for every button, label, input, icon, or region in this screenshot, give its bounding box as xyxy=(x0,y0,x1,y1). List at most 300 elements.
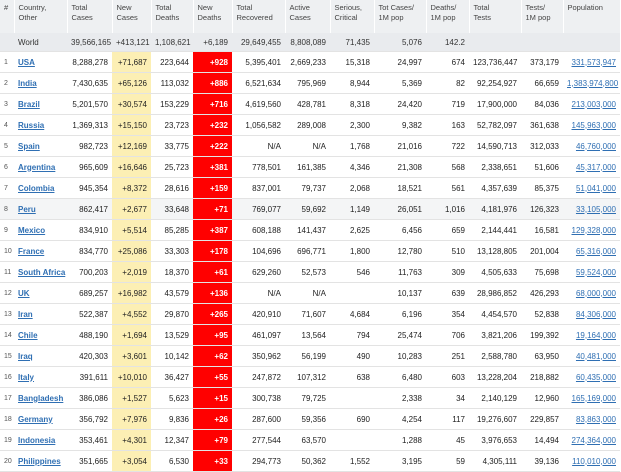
cell-rank: 15 xyxy=(0,346,14,367)
cell-active-cases: 79,725 xyxy=(285,388,330,409)
column-header-total-tests[interactable] xyxy=(469,0,521,33)
cell-total-recovered: 608,188 xyxy=(232,220,285,241)
cell-deaths-per-1m: 1,016 xyxy=(426,199,469,220)
cell-total-cases: 353,461 xyxy=(67,430,112,451)
cell-active-cases: 52,573 xyxy=(285,262,330,283)
cell-tot-cases-per-1m: 2,338 xyxy=(374,388,426,409)
population-link[interactable]: 33,105,000 xyxy=(575,204,616,214)
table-row xyxy=(0,304,620,325)
cell-active-cases: 59,356 xyxy=(285,409,330,430)
column-header-line: Total xyxy=(473,3,490,12)
cell-new-deaths: +26 xyxy=(193,409,232,430)
country-link[interactable]: Bangladesh xyxy=(18,393,64,403)
cell-total-tests: 4,357,639 xyxy=(469,178,521,199)
cell-serious-critical xyxy=(330,283,374,304)
country-link[interactable]: Brazil xyxy=(18,99,40,109)
table-row xyxy=(0,52,620,73)
column-header-new-deaths[interactable] xyxy=(193,0,232,33)
population-link[interactable]: 129,328,000 xyxy=(571,225,616,235)
cell-total-tests: 92,254,927 xyxy=(469,73,521,94)
population-link[interactable]: 60,435,000 xyxy=(575,372,616,382)
cell-total-deaths: 33,648 xyxy=(151,199,193,220)
column-header-line: Deaths xyxy=(197,13,222,22)
column-header-line: Deaths xyxy=(155,13,180,22)
cell-tests-per-1m: 229,857 xyxy=(521,409,563,430)
cell-tests-per-1m: 126,323 xyxy=(521,199,563,220)
table-row xyxy=(0,451,620,472)
cell-deaths-per-1m: 45 xyxy=(426,430,469,451)
table-row xyxy=(0,430,620,451)
cell-new-cases: +25,086 xyxy=(112,241,151,262)
population-link[interactable]: 83,863,000 xyxy=(575,414,616,424)
column-header-line: Active xyxy=(289,3,310,12)
column-header-line: Cases xyxy=(71,13,93,22)
population-link[interactable]: 274,364,000 xyxy=(571,435,616,445)
column-header-active-cases[interactable] xyxy=(285,0,330,33)
cell-country xyxy=(14,346,67,367)
column-header-serious-critical[interactable] xyxy=(330,0,374,33)
cell-active-cases: 8,808,089 xyxy=(285,33,330,52)
cell-active-cases: 63,570 xyxy=(285,430,330,451)
population-link[interactable]: 45,317,000 xyxy=(575,162,616,172)
cell-total-deaths: 6,530 xyxy=(151,451,193,472)
population-link[interactable]: 51,041,000 xyxy=(575,183,616,193)
cell-serious-critical: 546 xyxy=(330,262,374,283)
cell-tot-cases-per-1m: 6,196 xyxy=(374,304,426,325)
country-link[interactable]: Colombia xyxy=(18,183,55,193)
population-link[interactable]: 84,306,000 xyxy=(575,309,616,319)
cell-active-cases: N/A xyxy=(285,136,330,157)
population-link[interactable]: 19,164,000 xyxy=(575,330,616,340)
cell-total-deaths: 5,623 xyxy=(151,388,193,409)
population-link[interactable]: 110,010,000 xyxy=(572,456,616,466)
cell-total-deaths: 23,723 xyxy=(151,115,193,136)
cell-total-recovered: N/A xyxy=(232,283,285,304)
population-link[interactable]: 213,003,000 xyxy=(571,99,616,109)
cell-tests-per-1m: 66,659 xyxy=(521,73,563,94)
table-row xyxy=(0,115,620,136)
cell-total-deaths: 29,870 xyxy=(151,304,193,325)
column-header-deaths-per-1m[interactable] xyxy=(426,0,469,33)
cell-new-deaths: +62 xyxy=(193,346,232,367)
cell-tests-per-1m: 426,293 xyxy=(521,283,563,304)
column-header-total-deaths[interactable] xyxy=(151,0,193,33)
cell-tests-per-1m: 373,179 xyxy=(521,52,563,73)
country-link[interactable]: Indonesia xyxy=(18,435,56,445)
cell-tot-cases-per-1m: 10,283 xyxy=(374,346,426,367)
cell-population xyxy=(563,220,620,241)
cell-new-deaths: +95 xyxy=(193,325,232,346)
cell-total-cases: 522,387 xyxy=(67,304,112,325)
cell-active-cases: 2,669,233 xyxy=(285,52,330,73)
cell-serious-critical: 794 xyxy=(330,325,374,346)
cell-country xyxy=(14,430,67,451)
column-header-line: New xyxy=(197,3,213,12)
cell-serious-critical: 638 xyxy=(330,367,374,388)
cell-total-cases: 5,201,570 xyxy=(67,94,112,115)
cell-tot-cases-per-1m: 5,369 xyxy=(374,73,426,94)
cell-total-tests: 4,454,570 xyxy=(469,304,521,325)
population-link[interactable]: 68,000,000 xyxy=(575,288,616,298)
column-header-new-cases[interactable] xyxy=(112,0,151,33)
cell-serious-critical: 2,300 xyxy=(330,115,374,136)
cell-new-cases: +65,126 xyxy=(112,73,151,94)
cell-rank: 12 xyxy=(0,283,14,304)
cell-population xyxy=(563,304,620,325)
population-link[interactable]: 46,760,000 xyxy=(575,141,616,151)
cell-total-recovered: 837,001 xyxy=(232,178,285,199)
country-link[interactable]: Germany xyxy=(18,414,53,424)
cell-total-deaths: 223,644 xyxy=(151,52,193,73)
cell-new-cases: +3,601 xyxy=(112,346,151,367)
cell-total-cases: 689,257 xyxy=(67,283,112,304)
cell-total-tests: 13,228,204 xyxy=(469,367,521,388)
cell-country xyxy=(14,451,67,472)
cell-country xyxy=(14,199,67,220)
column-header-tests-per-1m[interactable] xyxy=(521,0,563,33)
cell-total-deaths: 1,108,621 xyxy=(151,33,193,52)
column-header-rank[interactable] xyxy=(0,0,14,33)
cell-active-cases: 795,969 xyxy=(285,73,330,94)
cell-new-cases: +15,150 xyxy=(112,115,151,136)
cell-new-cases: +8,372 xyxy=(112,178,151,199)
cell-population xyxy=(563,52,620,73)
cell-new-cases: +5,514 xyxy=(112,220,151,241)
column-header-line: 1M pop xyxy=(525,13,551,22)
cell-country: World xyxy=(14,33,67,52)
country-link[interactable]: Russia xyxy=(18,120,45,130)
cell-tot-cases-per-1m: 21,308 xyxy=(374,157,426,178)
cell-country xyxy=(14,241,67,262)
cell-rank: 6 xyxy=(0,157,14,178)
cell-tot-cases-per-1m: 25,474 xyxy=(374,325,426,346)
cell-population xyxy=(563,325,620,346)
cell-total-tests: 14,590,713 xyxy=(469,136,521,157)
cell-tot-cases-per-1m: 4,254 xyxy=(374,409,426,430)
country-link[interactable]: Italy xyxy=(18,372,35,382)
cell-tests-per-1m: 39,136 xyxy=(521,451,563,472)
population-link[interactable]: 40,481,000 xyxy=(575,351,616,361)
cell-total-cases: 386,086 xyxy=(67,388,112,409)
cell-total-recovered: 287,600 xyxy=(232,409,285,430)
cell-population xyxy=(563,283,620,304)
population-link[interactable]: 165,169,000 xyxy=(571,393,616,403)
country-link[interactable]: India xyxy=(18,78,37,88)
cell-tests-per-1m xyxy=(521,33,563,52)
cell-tests-per-1m: 63,950 xyxy=(521,346,563,367)
cell-rank: 16 xyxy=(0,367,14,388)
cell-total-tests: 2,144,441 xyxy=(469,220,521,241)
cell-total-cases: 391,611 xyxy=(67,367,112,388)
cell-total-cases: 39,566,165 xyxy=(67,33,112,52)
cell-total-recovered: 461,097 xyxy=(232,325,285,346)
cell-rank xyxy=(0,33,14,52)
column-header-tot-cases-per-1m[interactable] xyxy=(374,0,426,33)
cell-serious-critical: 4,684 xyxy=(330,304,374,325)
cell-total-recovered: 350,962 xyxy=(232,346,285,367)
cell-total-deaths: 153,229 xyxy=(151,94,193,115)
cell-total-cases: 945,354 xyxy=(67,178,112,199)
country-link[interactable]: Iraq xyxy=(18,351,33,361)
cell-tot-cases-per-1m: 6,456 xyxy=(374,220,426,241)
cell-serious-critical: 15,318 xyxy=(330,52,374,73)
cell-new-deaths: +265 xyxy=(193,304,232,325)
cell-tests-per-1m: 12,960 xyxy=(521,388,563,409)
cell-total-recovered: N/A xyxy=(232,136,285,157)
cell-rank: 10 xyxy=(0,241,14,262)
cell-rank: 11 xyxy=(0,262,14,283)
cell-active-cases: 13,564 xyxy=(285,325,330,346)
cell-total-tests: 4,181,976 xyxy=(469,199,521,220)
population-link[interactable]: 145,963,000 xyxy=(571,120,616,130)
cell-deaths-per-1m: 722 xyxy=(426,136,469,157)
cell-tot-cases-per-1m: 3,195 xyxy=(374,451,426,472)
cell-deaths-per-1m: 510 xyxy=(426,241,469,262)
table-row xyxy=(0,241,620,262)
cell-new-deaths: +15 xyxy=(193,388,232,409)
cell-tot-cases-per-1m: 26,051 xyxy=(374,199,426,220)
column-header-line: Tests/ xyxy=(525,3,546,12)
country-link[interactable]: France xyxy=(18,246,45,256)
cell-total-recovered: 5,395,401 xyxy=(232,52,285,73)
cell-tests-per-1m: 51,606 xyxy=(521,157,563,178)
cell-population xyxy=(563,451,620,472)
cell-country xyxy=(14,304,67,325)
cell-tests-per-1m: 312,033 xyxy=(521,136,563,157)
cell-total-cases: 488,190 xyxy=(67,325,112,346)
table-row xyxy=(0,325,620,346)
cell-tot-cases-per-1m: 1,288 xyxy=(374,430,426,451)
cell-tot-cases-per-1m: 11,763 xyxy=(374,262,426,283)
cell-country xyxy=(14,367,67,388)
cell-serious-critical xyxy=(330,388,374,409)
column-header-line: New xyxy=(116,3,132,12)
cell-population xyxy=(563,346,620,367)
cell-total-tests xyxy=(469,33,521,52)
cell-total-tests: 123,736,447 xyxy=(469,52,521,73)
cell-total-deaths: 85,285 xyxy=(151,220,193,241)
cell-new-deaths: +55 xyxy=(193,367,232,388)
cell-new-deaths: +6,189 xyxy=(193,33,232,52)
cell-total-tests: 3,821,206 xyxy=(469,325,521,346)
table-row xyxy=(0,262,620,283)
cell-tot-cases-per-1m: 5,076 xyxy=(374,33,426,52)
cell-deaths-per-1m: 603 xyxy=(426,367,469,388)
column-header-line: Other xyxy=(18,13,38,22)
cell-population xyxy=(563,157,620,178)
table-row xyxy=(0,409,620,430)
cell-deaths-per-1m: 309 xyxy=(426,262,469,283)
population-link[interactable]: 331,573,947 xyxy=(571,57,616,67)
cell-serious-critical: 2,625 xyxy=(330,220,374,241)
country-link[interactable]: Peru xyxy=(18,204,36,214)
cell-deaths-per-1m: 719 xyxy=(426,94,469,115)
column-header-line: Tests xyxy=(473,13,492,22)
cell-tests-per-1m: 218,882 xyxy=(521,367,563,388)
cell-new-cases: +12,169 xyxy=(112,136,151,157)
cell-new-cases: +16,982 xyxy=(112,283,151,304)
country-link[interactable]: Iran xyxy=(18,309,33,319)
country-link[interactable]: Spain xyxy=(18,141,40,151)
cell-new-cases: +2,019 xyxy=(112,262,151,283)
cell-serious-critical: 4,346 xyxy=(330,157,374,178)
cell-active-cases: 59,692 xyxy=(285,199,330,220)
population-link[interactable]: 59,524,000 xyxy=(575,267,616,277)
population-link[interactable]: 1,383,974,800 xyxy=(567,78,619,88)
cell-population xyxy=(563,115,620,136)
cell-new-deaths: +928 xyxy=(193,52,232,73)
cell-total-recovered: 420,910 xyxy=(232,304,285,325)
country-link[interactable]: USA xyxy=(18,57,35,67)
cell-country xyxy=(14,115,67,136)
cell-total-tests: 4,305,111 xyxy=(469,451,521,472)
cell-deaths-per-1m: 568 xyxy=(426,157,469,178)
column-header-line: Deaths/ xyxy=(430,3,457,12)
cell-total-cases: 982,723 xyxy=(67,136,112,157)
cell-total-deaths: 12,347 xyxy=(151,430,193,451)
population-link[interactable]: 65,316,000 xyxy=(575,246,616,256)
cell-active-cases: N/A xyxy=(285,283,330,304)
cell-deaths-per-1m: 354 xyxy=(426,304,469,325)
cell-new-deaths: +159 xyxy=(193,178,232,199)
cell-country xyxy=(14,325,67,346)
cell-tot-cases-per-1m: 21,016 xyxy=(374,136,426,157)
world-total-row xyxy=(0,33,620,52)
table-row xyxy=(0,388,620,409)
cell-serious-critical: 2,068 xyxy=(330,178,374,199)
cell-total-cases: 356,792 xyxy=(67,409,112,430)
table-row xyxy=(0,346,620,367)
column-header-line: # xyxy=(4,3,9,12)
cell-total-deaths: 9,836 xyxy=(151,409,193,430)
cell-total-cases: 351,665 xyxy=(67,451,112,472)
cell-rank: 20 xyxy=(0,451,14,472)
column-header-total-cases[interactable] xyxy=(67,0,112,33)
cell-new-deaths: +79 xyxy=(193,430,232,451)
cell-new-deaths: +232 xyxy=(193,115,232,136)
column-header-line: 1M pop xyxy=(378,13,404,22)
cell-total-cases: 420,303 xyxy=(67,346,112,367)
cell-new-cases: +7,976 xyxy=(112,409,151,430)
cell-country xyxy=(14,73,67,94)
cell-new-deaths: +61 xyxy=(193,262,232,283)
cell-total-recovered: 769,077 xyxy=(232,199,285,220)
cell-total-tests: 2,140,129 xyxy=(469,388,521,409)
column-header-country[interactable] xyxy=(14,0,67,33)
cell-total-cases: 8,288,278 xyxy=(67,52,112,73)
table-row xyxy=(0,178,620,199)
cell-deaths-per-1m: 706 xyxy=(426,325,469,346)
cell-rank: 14 xyxy=(0,325,14,346)
cell-new-cases: +10,010 xyxy=(112,367,151,388)
cell-population xyxy=(563,136,620,157)
cell-tests-per-1m: 16,581 xyxy=(521,220,563,241)
cell-new-deaths: +178 xyxy=(193,241,232,262)
cell-new-cases: +4,301 xyxy=(112,430,151,451)
cell-rank: 4 xyxy=(0,115,14,136)
cell-deaths-per-1m: 659 xyxy=(426,220,469,241)
table-row xyxy=(0,199,620,220)
country-link[interactable]: UK xyxy=(18,288,30,298)
column-header-line: Total xyxy=(155,3,172,12)
table-row xyxy=(0,94,620,115)
cell-country xyxy=(14,94,67,115)
cell-new-cases: +3,054 xyxy=(112,451,151,472)
cell-deaths-per-1m: 561 xyxy=(426,178,469,199)
cell-new-deaths: +71 xyxy=(193,199,232,220)
cell-new-deaths: +387 xyxy=(193,220,232,241)
cell-tests-per-1m: 84,036 xyxy=(521,94,563,115)
cell-total-recovered: 629,260 xyxy=(232,262,285,283)
cell-total-recovered: 294,773 xyxy=(232,451,285,472)
cell-total-tests: 28,986,852 xyxy=(469,283,521,304)
cell-total-deaths: 13,529 xyxy=(151,325,193,346)
column-header-population[interactable] xyxy=(563,0,620,33)
cell-total-cases: 834,910 xyxy=(67,220,112,241)
cell-new-deaths: +136 xyxy=(193,283,232,304)
cell-new-cases: +16,646 xyxy=(112,157,151,178)
cell-total-tests: 4,505,633 xyxy=(469,262,521,283)
cell-serious-critical: 490 xyxy=(330,346,374,367)
cell-tot-cases-per-1m: 6,480 xyxy=(374,367,426,388)
column-header-line: 1M pop xyxy=(430,13,456,22)
column-header-line: Cases xyxy=(289,13,311,22)
cell-country xyxy=(14,178,67,199)
country-link[interactable]: South Africa xyxy=(18,267,66,277)
country-link[interactable]: Philippines xyxy=(18,456,61,466)
cell-tests-per-1m: 201,004 xyxy=(521,241,563,262)
cell-active-cases: 107,312 xyxy=(285,367,330,388)
cell-country xyxy=(14,262,67,283)
column-header-line: Country, xyxy=(18,3,47,12)
cell-deaths-per-1m: 674 xyxy=(426,52,469,73)
cell-total-cases: 965,609 xyxy=(67,157,112,178)
cell-new-cases: +4,552 xyxy=(112,304,151,325)
cell-total-recovered: 104,696 xyxy=(232,241,285,262)
cell-population xyxy=(563,409,620,430)
cell-deaths-per-1m: 163 xyxy=(426,115,469,136)
cell-new-cases: +71,687 xyxy=(112,52,151,73)
cell-tot-cases-per-1m: 24,997 xyxy=(374,52,426,73)
cell-total-recovered: 6,521,634 xyxy=(232,73,285,94)
column-header-line: Total xyxy=(71,3,88,12)
cell-new-deaths: +716 xyxy=(193,94,232,115)
cell-rank: 3 xyxy=(0,94,14,115)
cell-total-tests: 13,128,805 xyxy=(469,241,521,262)
cell-population xyxy=(563,33,620,52)
cell-tot-cases-per-1m: 10,137 xyxy=(374,283,426,304)
cell-rank: 17 xyxy=(0,388,14,409)
country-link[interactable]: Chile xyxy=(18,330,38,340)
cell-deaths-per-1m: 34 xyxy=(426,388,469,409)
country-link[interactable]: Mexico xyxy=(18,225,46,235)
cell-population xyxy=(563,199,620,220)
cell-rank: 1 xyxy=(0,52,14,73)
table-row xyxy=(0,136,620,157)
country-link[interactable]: Argentina xyxy=(18,162,56,172)
column-header-total-recovered[interactable] xyxy=(232,0,285,33)
cell-active-cases: 71,607 xyxy=(285,304,330,325)
cell-total-cases: 834,770 xyxy=(67,241,112,262)
column-header-line: Serious, xyxy=(334,3,363,12)
cell-country xyxy=(14,157,67,178)
cell-new-cases: +30,574 xyxy=(112,94,151,115)
cell-rank: 18 xyxy=(0,409,14,430)
column-header-line: Recovered xyxy=(236,13,273,22)
cell-total-recovered: 1,056,582 xyxy=(232,115,285,136)
cell-total-recovered: 29,649,455 xyxy=(232,33,285,52)
cell-rank: 5 xyxy=(0,136,14,157)
